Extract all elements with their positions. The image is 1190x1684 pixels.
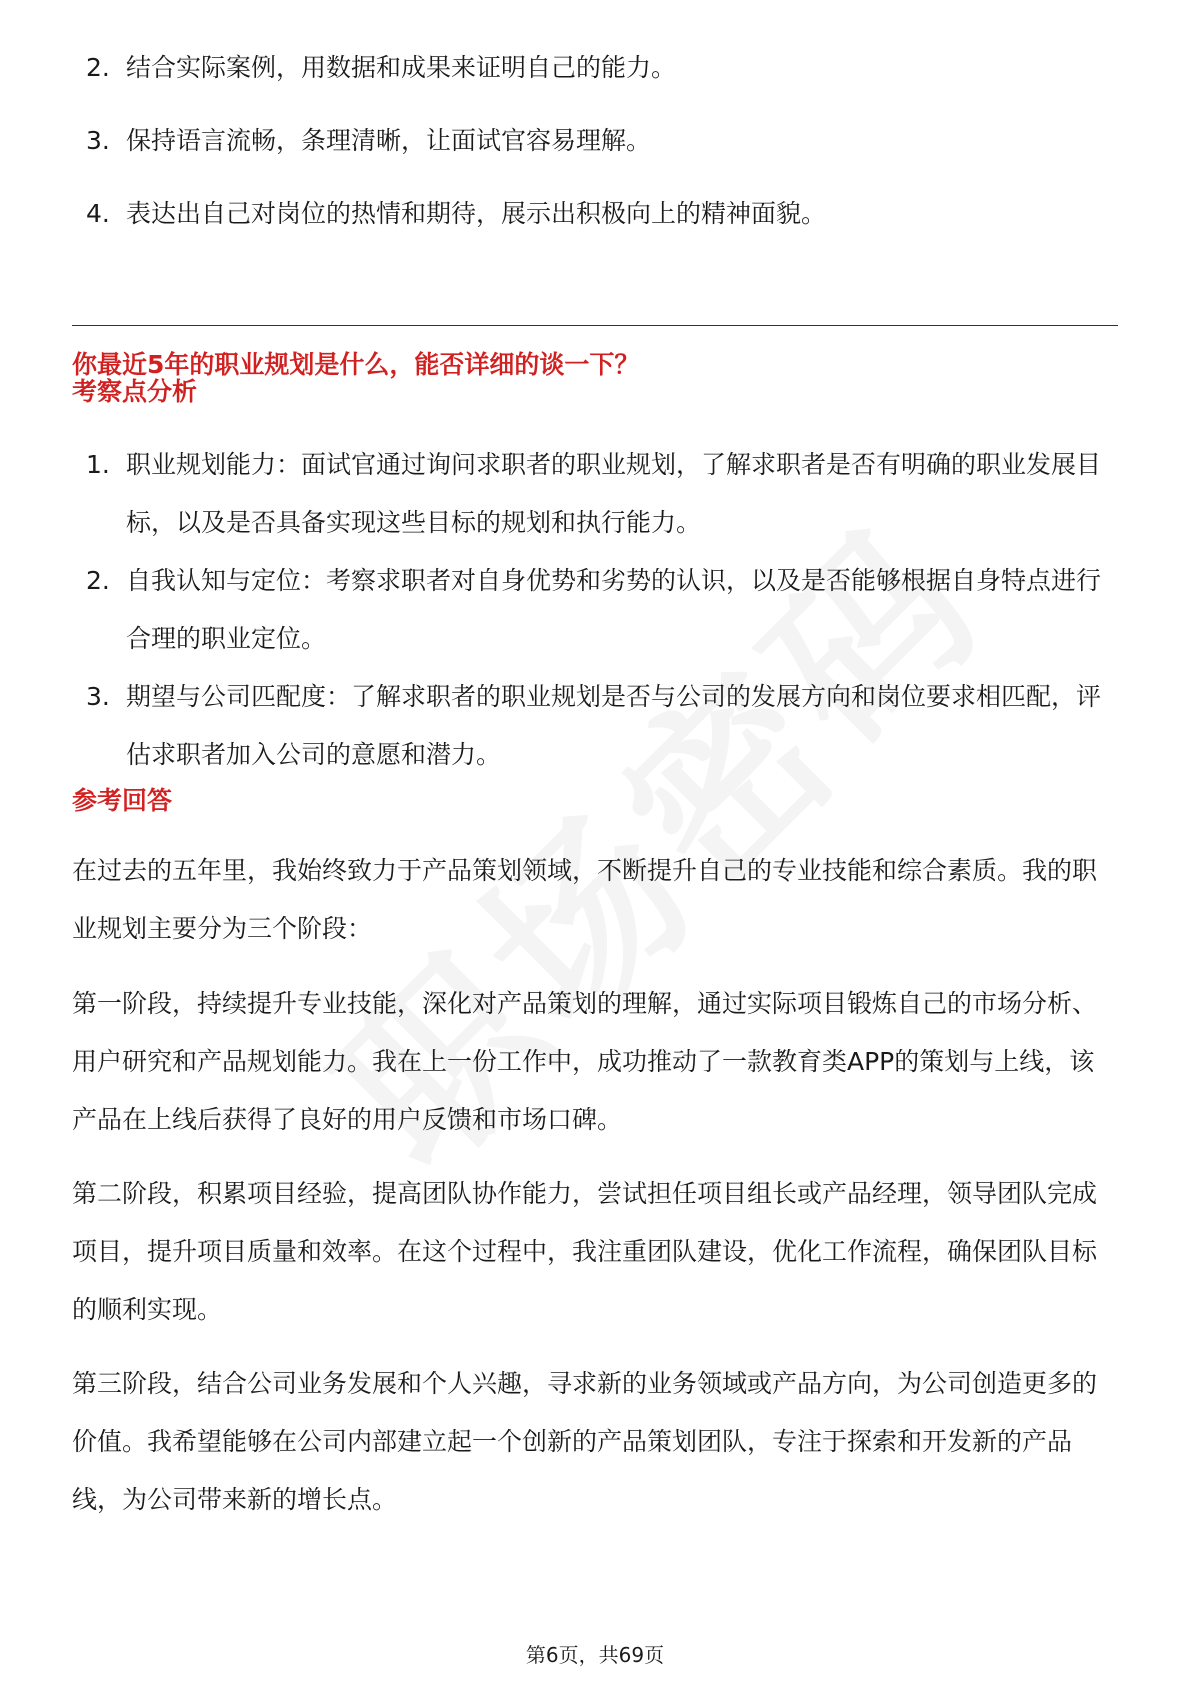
question-title: 你最近5年的职业规划是什么，能否详细的谈一下？ bbox=[72, 350, 640, 379]
answer-paragraph: 第二阶段，积累项目经验，提高团队协作能力，尝试担任项目组长或产品经理，领导团队完成项目，提升项目质量和效率。在这个过程中，我注重团队建设，优化工作流程，确保团队目标的顺利实现。 bbox=[72, 1179, 1098, 1324]
list-number: 1. bbox=[86, 450, 110, 479]
list-item bbox=[72, 436, 1118, 552]
list-text: 表达出自己对岗位的热情和期待，展示出积极向上的精神面貌。 bbox=[126, 199, 827, 228]
analysis-heading: 考察点分析 bbox=[72, 377, 198, 406]
list-item bbox=[72, 42, 1118, 94]
answer-paragraph: 在过去的五年里，我始终致力于产品策划领域，不断提升自己的专业技能和综合素质。我的职业规划主要分为三个阶段： bbox=[72, 856, 1098, 943]
answer-paragraph: 第三阶段，结合公司业务发展和个人兴趣，寻求新的业务领域或产品方向，为公司创造更多的价值。我希望能够在公司内部建立起一个创新的产品策划团队，专注于探索和开发新的产品线，为公司带来新的增长点。 bbox=[72, 1369, 1098, 1514]
list-text: 自我认知与定位：考察求职者对自身优势和劣势的认识，以及是否能够根据自身特点进行合理的职业定位。 bbox=[126, 566, 1102, 653]
list-text: 期望与公司匹配度：了解求职者的职业规划是否与公司的发展方向和岗位要求相匹配，评估求职者加入公司的意愿和潜力。 bbox=[126, 682, 1102, 769]
list-item bbox=[72, 668, 1118, 784]
page-footer: 第6页，共69页 bbox=[525, 1643, 665, 1667]
analysis-list bbox=[72, 436, 1118, 784]
list-number: 2. bbox=[86, 53, 110, 82]
list-item bbox=[72, 188, 1118, 240]
list-item bbox=[72, 115, 1118, 167]
list-item bbox=[72, 552, 1118, 668]
list-text: 结合实际案例，用数据和成果来证明自己的能力。 bbox=[126, 53, 677, 82]
list-number: 2. bbox=[86, 566, 110, 595]
list-text: 职业规划能力：面试官通过询问求职者的职业规划，了解求职者是否有明确的职业发展目标，以及是否具备实现这些目标的规划和执行能力。 bbox=[126, 450, 1102, 537]
section-divider bbox=[72, 325, 1118, 326]
tips-list bbox=[72, 42, 1118, 261]
list-number: 3. bbox=[86, 682, 110, 711]
list-number: 4. bbox=[86, 199, 110, 228]
answer-paragraph: 第一阶段，持续提升专业技能，深化对产品策划的理解，通过实际项目锻炼自己的市场分析、用户研究和产品规划能力。我在上一份工作中，成功推动了一款教育类APP的策划与上线，该产品在上线后获得了良好的用户反馈和市场口碑。 bbox=[72, 989, 1098, 1134]
list-number: 3. bbox=[86, 126, 110, 155]
answer-heading: 参考回答 bbox=[72, 786, 173, 815]
list-text: 保持语言流畅，条理清晰，让面试官容易理解。 bbox=[126, 126, 652, 155]
